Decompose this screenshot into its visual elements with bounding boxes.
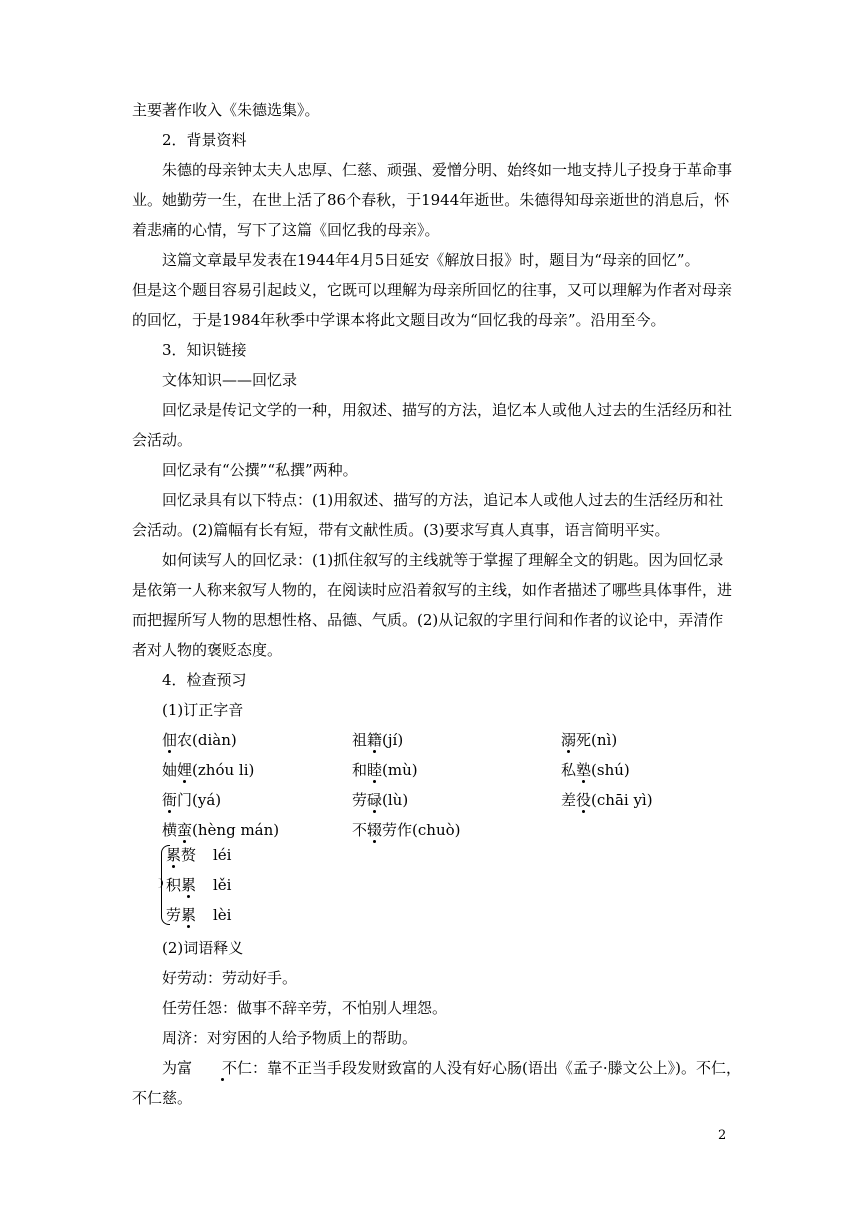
pronunciation-item (352, 790, 408, 810)
word-part: 赘 (181, 846, 197, 864)
text-line: 业。她勤劳一生，在世上活了86个春秋，于1944年逝世。朱德得知母亲逝世的消息后，怀 (132, 191, 730, 209)
word-prefix: 私 (561, 761, 577, 779)
emphasized-char: 役 (576, 791, 592, 809)
text-line: 者对人物的褒贬态度。 (132, 641, 283, 659)
text-line: 会活动。 (132, 431, 193, 449)
emphasized-char: 碌 (367, 791, 383, 809)
polyphone-item (166, 875, 196, 895)
word-prefix: 和 (352, 761, 368, 779)
text-line: 但是这个题目容易引起歧义，它既可以理解为母亲所回忆的往事，又可以理解为作者对母亲 (132, 281, 733, 299)
pronunciation-item (162, 820, 279, 840)
emphasized-char: 睦 (367, 761, 383, 779)
polyphone-reading: lěi (213, 876, 232, 894)
pronunciation-text: (zhóu li) (192, 761, 255, 779)
subheading: 文体知识——回忆录 (162, 371, 298, 389)
subheading: (2)词语释义 (162, 939, 244, 957)
pronunciation-item (352, 760, 418, 780)
term-prefix: 为富 (162, 1059, 193, 1077)
pronunciation-item (561, 730, 617, 750)
word-prefix: 祖 (352, 731, 368, 749)
polyphone-reading: lèi (213, 906, 232, 924)
pronunciation-item (162, 790, 221, 810)
pronunciation-text: (lù) (382, 791, 409, 809)
pronunciation-item (162, 730, 237, 750)
word-prefix: 不 (352, 821, 368, 839)
pronunciation-text: (mù) (382, 761, 418, 779)
emphasized-char: 累 (181, 906, 197, 924)
text-line: 回忆录是传记文学的一种，用叙述、描写的方法，追忆本人或他人过去的生活经历和社 (162, 401, 733, 419)
text-line: 的回忆，于是1984年秋季中学课本将此文题目改为“回忆我的母亲”。沿用至今。 (132, 311, 666, 329)
pronunciation-text: 死(nì) (576, 731, 618, 749)
pronunciation-item (162, 760, 254, 780)
pronunciation-item (561, 790, 653, 810)
word-prefix: 劳 (352, 791, 368, 809)
word-prefix: 妯 (162, 761, 178, 779)
definition-line: 不仁慈。 (132, 1089, 193, 1107)
pronunciation-text: (shú) (591, 761, 630, 779)
pronunciation-text: (jí) (382, 731, 404, 749)
emphasized-char: 溺 (561, 731, 577, 749)
polyphone-item (166, 845, 196, 865)
word-part: 劳 (166, 906, 182, 924)
emphasized-char: 衙 (162, 791, 178, 809)
page-number: 2 (718, 1128, 727, 1143)
emphasized-char: 籍 (367, 731, 383, 749)
text-line: 回忆录具有以下特点：(1)用叙述、描写的方法，追记本人或他人过去的生活经历和社 (162, 491, 724, 509)
word-prefix: 横 (162, 821, 178, 839)
emphasized-char: 佃 (162, 731, 178, 749)
emphasized-char: 蛮 (177, 821, 193, 839)
text-line: 如何读写人的回忆录：(1)抓住叙写的主线就等于掌握了理解全文的钥匙。因为回忆录 (162, 551, 724, 569)
pronunciation-item (561, 760, 630, 780)
text-line: 是依第一人称来叙写人物的，在阅读时应沿着叙写的主线，如作者描述了哪些具体事件，进 (132, 581, 733, 599)
text-line: 主要著作收入《朱德选集》。 (132, 101, 320, 119)
text-line: 而把握所写人物的思想性格、品德、气质。(2)从记叙的字里行间和作者的议论中，弄清作 (132, 611, 724, 629)
pronunciation-text: 门(yá) (177, 791, 222, 809)
definition-line: 好劳动：劳动好手。 (162, 969, 298, 987)
definition-line (132, 1058, 742, 1078)
pronunciation-text: 劳作(chuò) (382, 821, 461, 839)
emphasized-char: 辍 (367, 821, 383, 839)
section-heading-4: 4．检查预习 (162, 671, 247, 689)
text-line: 回忆录有“公撰”“私撰”两种。 (162, 461, 358, 479)
subheading: (1)订正字音 (162, 701, 244, 719)
text-line: 这篇文章最早发表在1944年4月5日延安《解放日报》时，题目为“母亲的回忆”。 (162, 251, 700, 269)
term-emphasis: 不仁 (192, 1058, 252, 1078)
text-line: 着悲痛的心情，写下了这篇《回忆我的母亲》。 (132, 221, 440, 239)
pronunciation-text: (chāi yì) (591, 791, 653, 809)
pronunciation-text: (hèng mán) (192, 821, 280, 839)
definition-line: 周济：对穷困的人给予物质上的帮助。 (162, 1029, 418, 1047)
section-heading-2: 2．背景资料 (162, 131, 247, 149)
definition-text: ：靠不正当手段发财致富的人没有好心肠(语出《孟子·滕文公上》)。不仁， (252, 1059, 742, 1077)
emphasized-char: 累 (166, 846, 182, 864)
definition-line: 任劳任怨：做事不辞辛劳，不怕别人埋怨。 (162, 999, 448, 1017)
pronunciation-item (352, 730, 403, 750)
polyphone-item (166, 905, 196, 925)
text-line: 会活动。(2)篇幅有长有短，带有文献性质。(3)要求写真人真事，语言简明平实。 (132, 521, 670, 539)
word-part: 积 (166, 876, 182, 894)
word-prefix: 差 (561, 791, 577, 809)
pronunciation-item (352, 820, 461, 840)
section-heading-3: 3．知识链接 (162, 341, 247, 359)
emphasized-char: 累 (181, 876, 197, 894)
text-line: 朱德的母亲钟太夫人忠厚、仁慈、顽强、爱憎分明、始终如一地支持儿子投身于革命事 (162, 161, 733, 179)
polyphone-reading: léi (213, 846, 232, 864)
emphasized-char: 娌 (177, 761, 193, 779)
pronunciation-text: 农(diàn) (177, 731, 237, 749)
emphasized-char: 塾 (576, 761, 592, 779)
